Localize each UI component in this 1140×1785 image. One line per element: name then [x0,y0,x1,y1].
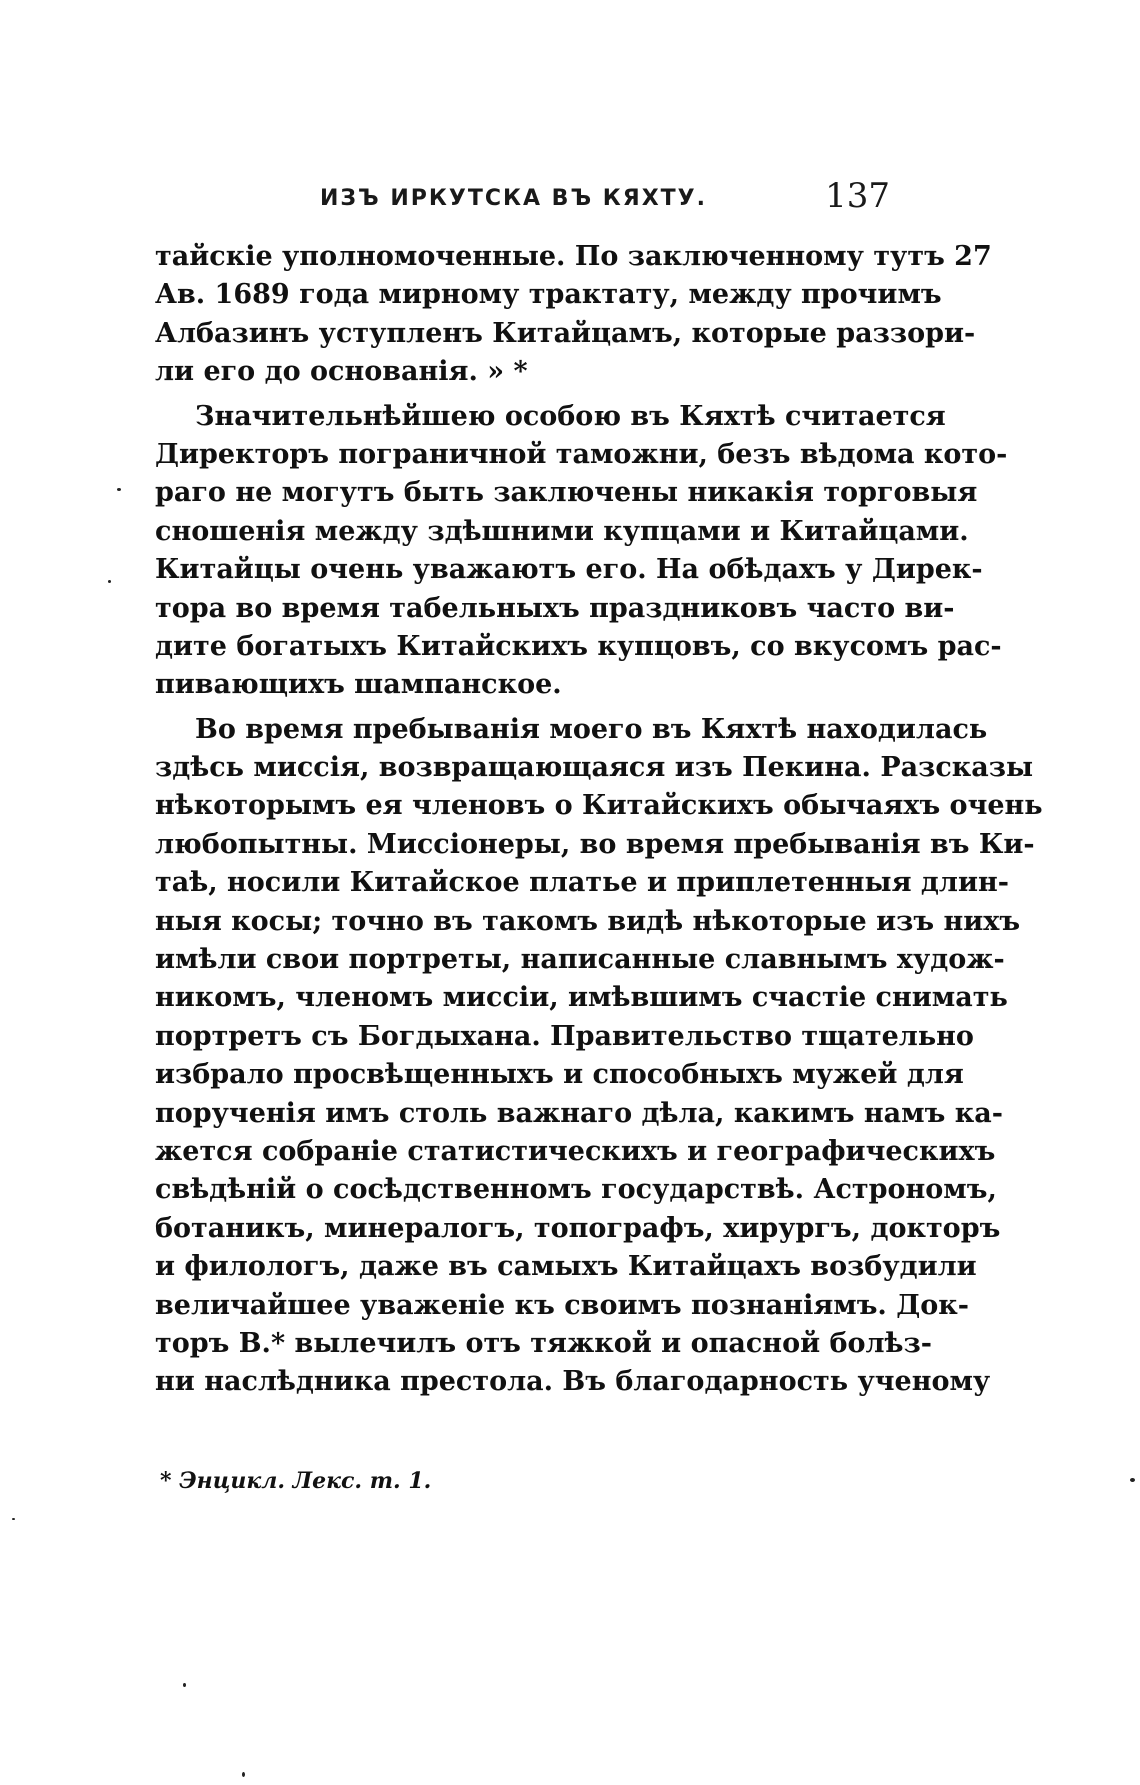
scan-speck [1130,1478,1135,1482]
text-line: дите богатыхъ Китайскихъ купцовъ, со вкусомъ рас- [155,630,1002,662]
text-line: сношенія между здѣшними купцами и Китайцами. [155,515,969,547]
text-line: тора во время табельныхъ праздниковъ часто ви- [155,592,955,624]
text-line: торъ В.* вылечилъ отъ тяжкой и опасной болѣз- [155,1327,932,1359]
footnote: * Энцикл. Лекс. т. 1. [160,1468,432,1494]
text-line: здѣсь миссія, возвращающаяся изъ Пекина. Разсказы [155,752,1034,784]
text-line: ли его до основанія. » * [155,356,528,388]
text-line: Значительнѣйшею особою въ Кяхтѣ считается [195,400,946,432]
text-line: Албазинъ уступленъ Китайцамъ, которые раззори- [155,317,976,349]
text-line: свѣдѣній о сосѣдственномъ государствѣ. Астрономъ, [155,1174,997,1206]
text-line: жется собраніе статистическихъ и географическихъ [155,1135,996,1167]
text-line: ботаникъ, минералогъ, топографъ, хирургъ, докторъ [155,1212,1001,1244]
scan-speck [183,1683,186,1687]
text-line: раго не могутъ быть заключены никакія торговыя [155,477,978,509]
text-line: Во время пребыванія моего въ Кяхтѣ находилась [195,713,988,745]
text-line: Китайцы очень уважаютъ его. На обѣдахъ у Дирек- [155,554,983,586]
scan-speck [117,488,121,491]
text-line: порученія имъ столь важнаго дѣла, какимъ намъ ка- [155,1097,1003,1129]
text-line: нѣкоторымъ ея членовъ о Китайскихъ обычаяхъ очень [155,790,1043,822]
text-line: никомъ, членомъ миссіи, имѣвшимъ счастіе снимать [155,982,1008,1014]
text-line: портретъ съ Богдыхана. Правительство тщательно [155,1020,974,1052]
text-line: имѣли свои портреты, написанные славнымъ худож- [155,944,1005,976]
body-text [155,238,1043,1402]
text-line: и филологъ, даже въ самыхъ Китайцахъ возбудили [155,1251,977,1283]
text-line: ни наслѣдника престола. Въ благодарность ученому [155,1366,991,1398]
text-line: Ав. 1689 года мирному трактату, между прочимъ [155,279,942,311]
running-head: ИЗЪ ИРКУТСКА ВЪ КЯХТУ. [320,186,707,211]
scan-speck [108,580,111,583]
text-line: величайшее уваженіе къ своимъ познаніямъ. Док- [155,1289,969,1321]
text-line: тайскіе уполномоченные. По заключенному тутъ 27 [155,241,992,272]
text-line: избрало просвѣщенныхъ и способныхъ мужей для [155,1059,964,1091]
text-line: любопытны. Миссіонеры, во время пребыванія въ Ки- [155,828,1035,860]
page-number: 137 [825,176,890,216]
scan-speck [242,1772,245,1777]
scan-speck [12,1518,15,1520]
text-line: ныя косы; точно въ такомъ видѣ нѣкоторые изъ нихъ [155,905,1021,937]
text-line: Директоръ пограничной таможни, безъ вѣдома кото- [155,438,1008,470]
text-line: пивающихъ шампанское. [155,669,562,701]
text-line: таѣ, носили Китайское платье и приплетенныя длин- [155,867,1009,899]
page-header [155,176,890,226]
